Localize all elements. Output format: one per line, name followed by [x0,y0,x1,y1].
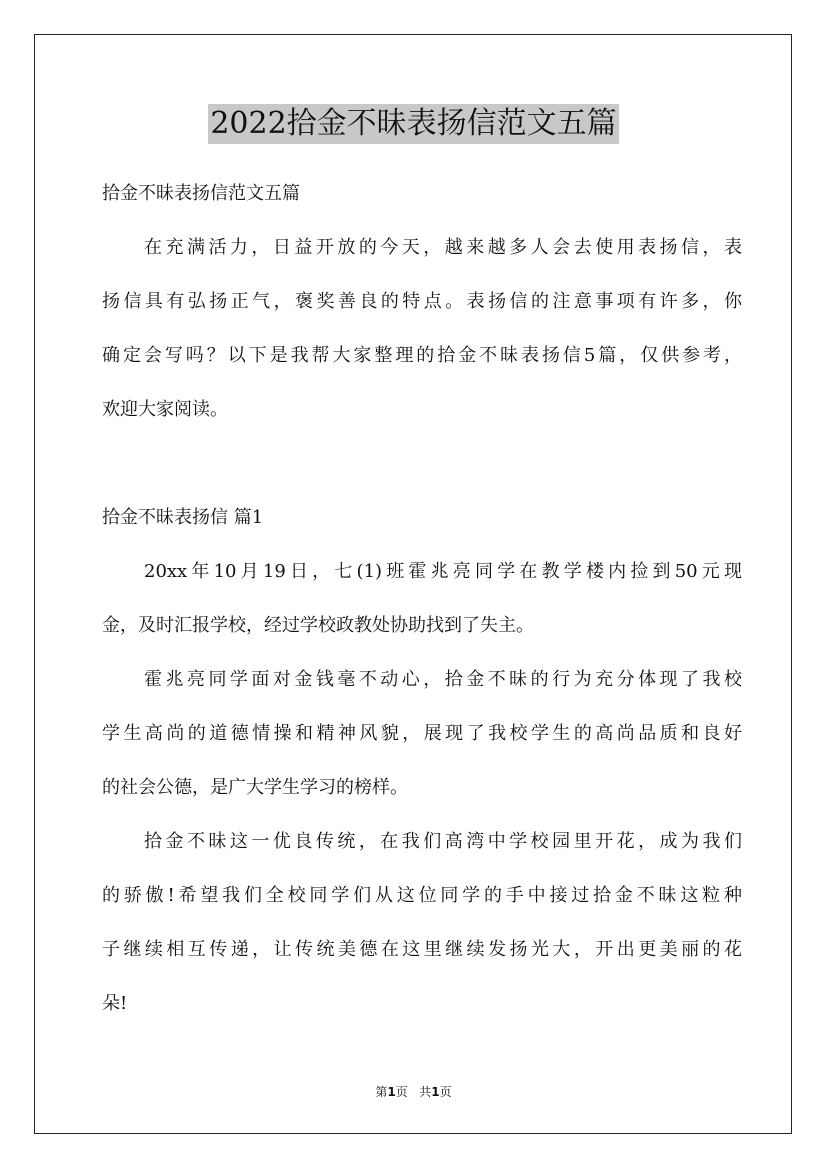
intro-line: 确定会写吗？以下是我帮大家整理的拾金不昧表扬信5篇，仅供参考， [102,345,742,366]
spacer [102,266,742,284]
spacer [102,536,742,554]
spacer [102,698,742,716]
spacer [102,482,742,500]
spacer [102,644,742,662]
paragraph-line: 拾金不昧这一优良传统，在我们高湾中学校园里开花，成为我们 [144,831,742,852]
paragraph-line: 金，及时汇报学校，经过学校政教处协助找到了失主。 [102,615,534,636]
intro-line: 扬信具有弘扬正气，褒奖善良的特点。表扬信的注意事项有许多，你 [102,291,742,312]
spacer [102,752,742,770]
spacer [102,806,742,824]
spacer [102,590,742,608]
footer-page-suffix: 页 [395,1085,408,1099]
paragraph-line: 的骄傲!希望我们全校同学们从这位同学的手中接过拾金不昧这粒种 [102,885,742,906]
section-heading: 拾金不昧表扬信 篇1 [102,507,264,528]
page-footer [0,1083,827,1101]
spacer [102,320,742,338]
title-area [0,104,827,144]
paragraph-line: 朵! [102,993,128,1014]
spacer [102,860,742,878]
spacer [102,212,742,230]
footer-page-number: 1 [387,1085,396,1099]
paragraph-line: 学生高尚的道德情操和精神风貌，展现了我校学生的高尚品质和良好 [102,723,742,744]
footer-total-suffix: 页 [439,1085,452,1099]
footer-total-pages: 1 [431,1085,440,1099]
spacer [102,968,742,986]
intro-line: 在充满活力，日益开放的今天，越来越多人会去使用表扬信，表 [144,237,742,258]
footer-prefix: 第 [375,1085,388,1099]
paragraph-line: 的社会公德，是广大学生学习的榜样。 [102,777,408,798]
spacer [102,914,742,932]
document-subtitle: 拾金不昧表扬信范文五篇 [102,183,300,204]
intro-line: 欢迎大家阅读。 [102,399,228,420]
paragraph-line: 20xx年10月19日，七(1)班霍兆亮同学在教学楼内捡到50元现 [144,561,742,582]
paragraph-line: 霍兆亮同学面对金钱毫不动心，拾金不昧的行为充分体现了我校 [144,669,742,690]
document-body [102,176,742,1022]
footer-total-prefix: 共 [419,1085,432,1099]
paragraph-line: 子继续相互传递，让传统美德在这里继续发扬光大，开出更美丽的花 [102,939,742,960]
document-title: 2022拾金不昧表扬信范文五篇 [208,104,618,144]
spacer [102,374,742,392]
spacer [102,428,742,482]
